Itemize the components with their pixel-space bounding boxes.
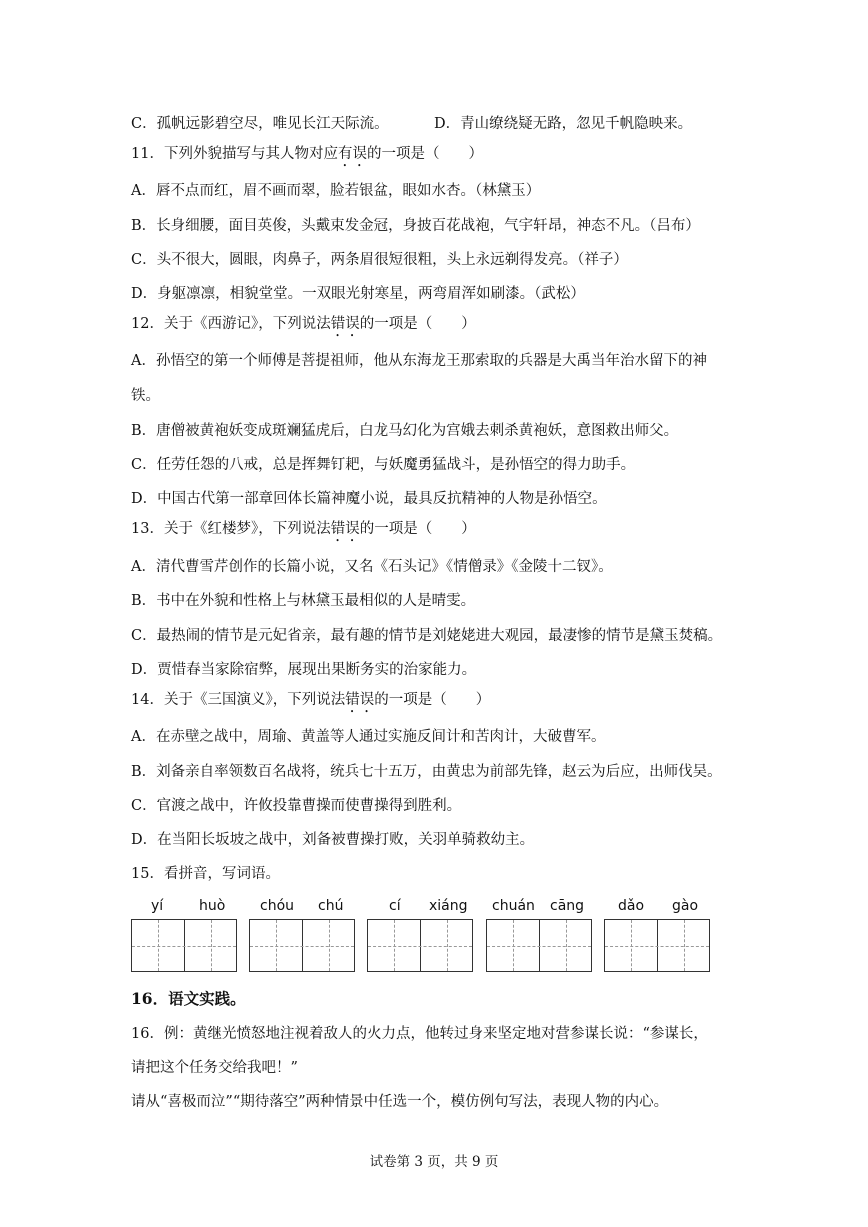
- section-16-heading: 16．语文实践。: [131, 989, 246, 1008]
- option-12b: B．唐僧被黄袍妖变成斑斓猛虎后，白龙马幻化为宫娥去刺杀黄袍妖，意图救出师父。: [131, 423, 679, 439]
- writing-grid-box[interactable]: [249, 919, 355, 972]
- question-13-tail: 的一项是（ ）: [359, 521, 476, 537]
- option-13b: B．书中在外貌和性格上与林黛玉最相似的人是晴雯。: [131, 593, 476, 609]
- pinyin-label: chú: [318, 898, 344, 914]
- writing-grid-box[interactable]: [604, 919, 710, 972]
- option-11a: A．唇不点而红，眉不画而翠，脸若银盆，眼如水杏。（林黛玉）: [131, 183, 541, 199]
- option-12a-line2: 铁。: [131, 388, 160, 404]
- pinyin-row: [131, 898, 731, 920]
- pinyin-label: chuán: [492, 898, 535, 914]
- question-16-line2: 请把这个任务交给我吧！”: [131, 1060, 298, 1076]
- pinyin-label: dǎo: [618, 898, 645, 914]
- pinyin-label: chóu: [260, 898, 295, 914]
- question-12-tail: 的一项是（ ）: [359, 316, 476, 332]
- emphasis-dot-text: 错误: [330, 521, 360, 537]
- emphasis-dot-text: 有误: [337, 146, 367, 162]
- question-11-tail: 的一项是（ ）: [366, 146, 483, 162]
- option-10d: D．青山缭绕疑无路，忽见千帆隐映来。: [434, 116, 693, 132]
- writing-grid-box[interactable]: [131, 919, 237, 972]
- page-footer: 试卷第 3 页，共 9 页: [369, 1154, 499, 1170]
- option-10c: C．孤帆远影碧空尽，唯见长江天际流。: [131, 116, 389, 132]
- option-13a: A．清代曹雪芹创作的长篇小说，又名《石头记》《情僧录》《金陵十二钗》。: [131, 559, 613, 575]
- emphasis-dot-text: 错误: [345, 692, 375, 708]
- question-11-text: 11．下列外貌描写与其人物对应: [131, 146, 338, 162]
- question-12: [131, 314, 476, 340]
- question-15: 15．看拼音，写词语。: [131, 866, 280, 882]
- question-11: [131, 144, 483, 170]
- pinyin-label: yí: [151, 898, 164, 914]
- option-14c: C．官渡之战中，许攸投靠曹操而使曹操得到胜利。: [131, 798, 462, 814]
- question-13-text: 13．关于《红楼梦》，下列说法: [131, 521, 331, 537]
- option-11d: D．身躯凛凛，相貌堂堂。一双眼光射寒星，两弯眉浑如刷漆。（武松）: [131, 286, 585, 302]
- pinyin-label: huò: [199, 898, 226, 914]
- emphasis-dot-text: 错误: [330, 316, 360, 332]
- option-14d: D．在当阳长坂坡之战中，刘备被曹操打败，关羽单骑救幼主。: [131, 832, 535, 848]
- option-12d: D．中国古代第一部章回体长篇神魔小说，最具反抗精神的人物是孙悟空。: [131, 491, 607, 507]
- option-12c: C．任劳任怨的八戒，总是挥舞钉耙，与妖魔勇猛战斗，是孙悟空的得力助手。: [131, 457, 636, 473]
- option-11b: B．长身细腰，面目英俊，头戴束发金冠，身披百花战袍，气宇轩昂，神态不凡。（吕布）: [131, 218, 700, 234]
- question-14-text: 14．关于《三国演义》，下列说法: [131, 692, 346, 708]
- question-14-tail: 的一项是（ ）: [374, 692, 491, 708]
- question-12-text: 12．关于《西游记》，下列说法: [131, 316, 331, 332]
- pinyin-label: cāng: [550, 898, 585, 914]
- writing-grid-box[interactable]: [486, 919, 592, 972]
- option-13d: D．贾惜春当家除宿弊，展现出果断务实的治家能力。: [131, 662, 477, 678]
- question-16-line3: 请从“喜极而泣”“期待落空”两种情景中任选一个，模仿例句写法，表现人物的内心。: [131, 1094, 669, 1110]
- option-11c: C．头不很大，圆眼，肉鼻子，两条眉很短很粗，头上永远剃得发亮。（祥子）: [131, 252, 628, 268]
- pinyin-label: cí: [389, 898, 401, 914]
- pinyin-label: xiáng: [429, 898, 468, 914]
- pinyin-label: gào: [672, 898, 699, 914]
- option-14a: A．在赤壁之战中，周瑜、黄盖等人通过实施反间计和苦肉计，大破曹军。: [131, 729, 606, 745]
- question-13: [131, 519, 476, 545]
- writing-grid-box[interactable]: [367, 919, 473, 972]
- question-14: [131, 690, 490, 716]
- option-13c: C．最热闹的情节是元妃省亲，最有趣的情节是刘姥姥进大观园，最凄惨的情节是黛玉焚稿。: [131, 628, 723, 644]
- option-14b: B．刘备亲自率领数百名战将，统兵七十五万，由黄忠为前部先锋，赵云为后应，出师伐吴。: [131, 764, 722, 780]
- question-16-line1: 16．例：黄继光愤怒地注视着敌人的火力点，他转过身来坚定地对营参谋长说：“参谋长，: [131, 1026, 708, 1042]
- option-12a-line1: A．孙悟空的第一个师傅是菩提祖师，他从东海龙王那索取的兵器是大禹当年治水留下的神: [131, 353, 707, 369]
